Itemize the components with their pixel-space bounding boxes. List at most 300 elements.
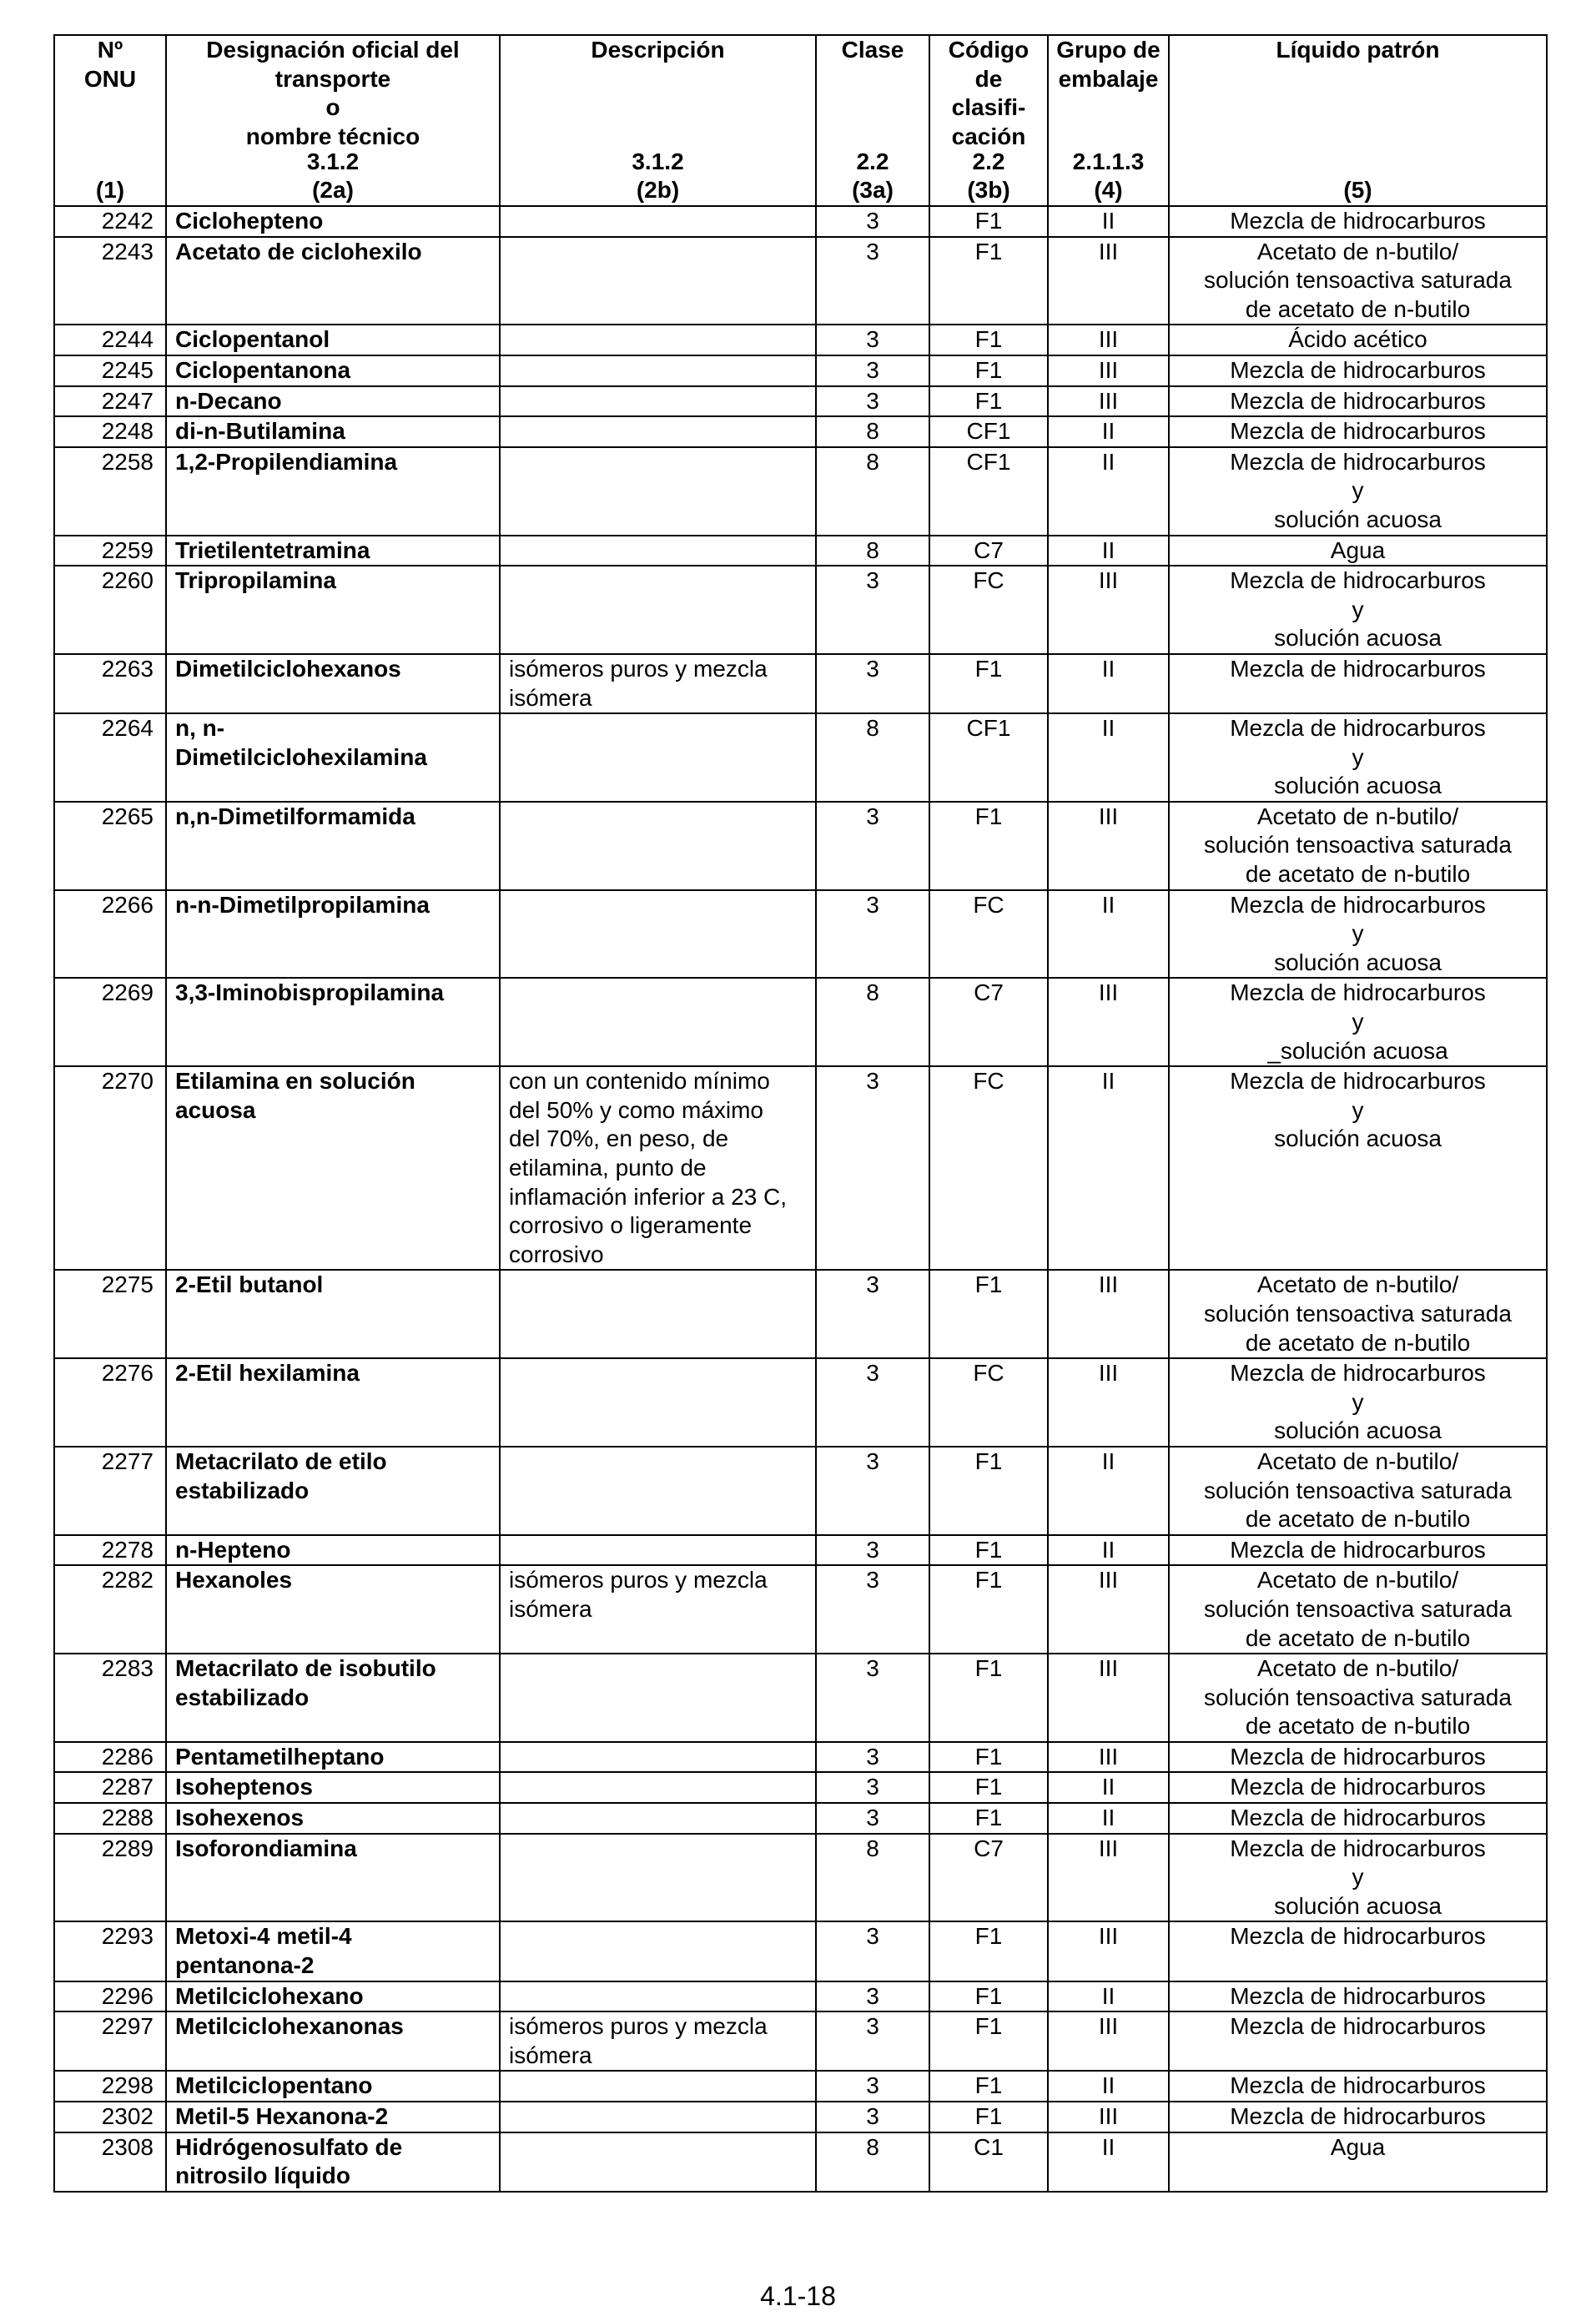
description (500, 1803, 816, 1834)
designation-line: n-n-Dimetilpropilamina (175, 891, 430, 918)
header-reference: 3.1.2 (632, 148, 684, 174)
reference-liquid-line: Mezcla de hidrocarburos (1230, 1982, 1486, 2009)
classification-code: F1 (929, 1565, 1048, 1654)
header-text: o (325, 94, 340, 121)
header-reference-liquid (1169, 35, 1547, 206)
reference-liquid-line: y (1352, 596, 1364, 622)
designation-line: estabilizado (175, 1477, 310, 1503)
packing-group: II (1048, 1066, 1169, 1270)
classification-code: F1 (929, 325, 1048, 355)
designation-line: Etilamina en solución (175, 1068, 415, 1095)
header-text: embalaje (1058, 65, 1159, 92)
description-line: inflamación inferior a 23 C, (509, 1183, 788, 1210)
class: 3 (816, 1921, 929, 1981)
designation-line: n-Hepteno (175, 1536, 291, 1563)
designation (166, 1921, 500, 1981)
designation (166, 1447, 500, 1535)
description (500, 566, 816, 654)
reference-liquid-line: Mezcla de hidrocarburos (1230, 1536, 1486, 1563)
reference-liquid-line: Mezcla de hidrocarburos (1230, 2013, 1486, 2040)
reference-liquid (1169, 2011, 1547, 2071)
description (500, 536, 816, 566)
header-column-number: (2a) (312, 177, 354, 204)
table-header-row (54, 35, 1547, 206)
onu-number: 2245 (54, 355, 166, 386)
reference-liquid (1169, 713, 1547, 802)
designation (166, 386, 500, 417)
packing-group: II (1048, 416, 1169, 447)
description (500, 1742, 816, 1773)
classification-code: FC (929, 566, 1048, 654)
reference-liquid-line: Acetato de n-butilo/ (1256, 1655, 1459, 1682)
table-row (54, 654, 1547, 713)
header-column-number: (3b) (967, 177, 1010, 204)
class: 3 (816, 1654, 929, 1742)
table-row (54, 566, 1547, 654)
reference-liquid-line: Mezcla de hidrocarburos (1230, 448, 1486, 475)
header-reference: 2.2 (856, 148, 889, 174)
designation (166, 1358, 500, 1447)
reference-liquid (1169, 1981, 1547, 2012)
designation-line: Hidrógenosulfato de (175, 2133, 403, 2160)
description (500, 978, 816, 1066)
header-column-number: (1) (95, 177, 125, 204)
reference-liquid-line: solución tensoactiva saturada (1204, 1300, 1512, 1327)
classification-code: F1 (929, 1270, 1048, 1358)
designation-line: Isohexenos (175, 1805, 305, 1831)
designation-line: Metilciclohexanonas (175, 2013, 404, 2040)
table-row (54, 1834, 1547, 1922)
table-row (54, 2071, 1547, 2102)
packing-group: III (1048, 237, 1169, 325)
class: 3 (816, 802, 929, 890)
reference-liquid (1169, 566, 1547, 654)
classification-code: F1 (929, 237, 1048, 325)
reference-liquid (1169, 447, 1547, 536)
designation (166, 1981, 500, 2012)
onu-number: 2275 (54, 1270, 166, 1358)
classification-code: F1 (929, 1447, 1048, 1535)
onu-number: 2302 (54, 2102, 166, 2132)
description (500, 1447, 816, 1535)
classification-code: F1 (929, 2011, 1048, 2071)
reference-liquid-line: y (1352, 1388, 1364, 1415)
reference-liquid (1169, 978, 1547, 1066)
designation (166, 536, 500, 566)
reference-liquid-line: Mezcla de hidrocarburos (1230, 567, 1486, 594)
reference-liquid-line: y (1352, 1096, 1364, 1123)
header-reference: 3.1.2 (306, 148, 360, 174)
description (500, 1358, 816, 1447)
classification-code: F1 (929, 1921, 1048, 1981)
designation (166, 325, 500, 355)
onu-number: 2297 (54, 2011, 166, 2071)
description-line: con un contenido mínimo (509, 1068, 770, 1095)
designation (166, 1565, 500, 1654)
onu-number: 2247 (54, 386, 166, 417)
designation (166, 1535, 500, 1566)
classification-code: F1 (929, 386, 1048, 417)
classification-code: F1 (929, 1772, 1048, 1803)
description (500, 2071, 816, 2102)
table-row (54, 1772, 1547, 1803)
description (500, 2011, 816, 2071)
table-row (54, 1535, 1547, 1566)
reference-liquid-line: de acetato de n-butilo (1245, 1713, 1471, 1740)
description (500, 802, 816, 890)
designation (166, 237, 500, 325)
packing-group: II (1048, 447, 1169, 536)
designation (166, 447, 500, 536)
classification-code: C7 (929, 1834, 1048, 1922)
table-row (54, 1803, 1547, 1834)
reference-liquid-line: Acetato de n-butilo/ (1256, 1448, 1459, 1474)
header-reference: 2.1.1.3 (1072, 148, 1145, 174)
page-number: 4.1-18 (760, 2281, 836, 2311)
reference-liquid-line: Acetato de n-butilo/ (1256, 1567, 1459, 1594)
reference-liquid-line: Mezcla de hidrocarburos (1230, 1923, 1486, 1950)
classification-code: C7 (929, 978, 1048, 1066)
packing-group: II (1048, 206, 1169, 237)
description (500, 1066, 816, 1270)
classification-code: FC (929, 1066, 1048, 1270)
reference-liquid (1169, 802, 1547, 890)
onu-number: 2248 (54, 416, 166, 447)
table-row (54, 355, 1547, 386)
header-text: Descripción (591, 37, 725, 63)
designation (166, 416, 500, 447)
header-column-number: (3a) (852, 177, 894, 204)
dangerous-goods-table (53, 34, 1548, 2193)
reference-liquid (1169, 1654, 1547, 1742)
designation-line: n,n-Dimetilformamida (175, 803, 415, 829)
reference-liquid-line: y (1352, 1009, 1364, 1035)
header-column-number: (5) (1343, 177, 1372, 204)
designation-line: n-Decano (175, 387, 282, 414)
header-classification-code (929, 35, 1048, 206)
reference-liquid (1169, 1066, 1547, 1270)
onu-number: 2289 (54, 1834, 166, 1922)
description (500, 1270, 816, 1358)
packing-group: III (1048, 386, 1169, 417)
designation-line: estabilizado (175, 1684, 310, 1710)
designation (166, 2102, 500, 2132)
reference-liquid-line: y (1352, 1864, 1364, 1891)
table-row (54, 1447, 1547, 1535)
description (500, 1772, 816, 1803)
table-row (54, 1066, 1547, 1270)
packing-group: II (1048, 1447, 1169, 1535)
description-line: del 70%, en peso, de (509, 1125, 729, 1152)
packing-group: II (1048, 890, 1169, 979)
description (500, 2132, 816, 2192)
table-row (54, 447, 1547, 536)
description-line: isómeros puros y mezcla (509, 2013, 768, 2040)
reference-liquid-line: Agua (1330, 2133, 1386, 2160)
reference-liquid (1169, 206, 1547, 237)
reference-liquid-line: solución acuosa (1274, 1417, 1442, 1444)
onu-number: 2286 (54, 1742, 166, 1773)
header-text: transporte (274, 65, 391, 92)
reference-liquid-line: Agua (1330, 536, 1386, 563)
description-line: del 50% y como máximo (509, 1096, 764, 1123)
table-row (54, 978, 1547, 1066)
reference-liquid-line: Mezcla de hidrocarburos (1230, 1835, 1486, 1861)
reference-liquid-line: Mezcla de hidrocarburos (1230, 655, 1486, 682)
table-row (54, 386, 1547, 417)
reference-liquid (1169, 237, 1547, 325)
designation (166, 2071, 500, 2102)
description (500, 1565, 816, 1654)
description-line: isómera (509, 2042, 592, 2068)
class: 3 (816, 1742, 929, 1773)
description (500, 1921, 816, 1981)
onu-number: 2266 (54, 890, 166, 979)
classification-code: F1 (929, 802, 1048, 890)
designation-line: Hexanoles (175, 1567, 293, 1594)
designation-line: 3,3-Iminobispropilamina (175, 979, 445, 1006)
reference-liquid-line: Mezcla de hidrocarburos (1230, 2103, 1486, 2129)
reference-liquid-line: Mezcla de hidrocarburos (1230, 891, 1486, 918)
header-text: Código (948, 37, 1030, 63)
packing-group: II (1048, 654, 1169, 713)
class: 3 (816, 355, 929, 386)
designation-line: acuosa (175, 1096, 256, 1123)
classification-code: F1 (929, 654, 1048, 713)
reference-liquid-line: y (1352, 477, 1364, 504)
reference-liquid-line: solución tensoactiva saturada (1204, 1684, 1512, 1710)
designation-line: 2-Etil hexilamina (175, 1360, 360, 1387)
reference-liquid-line: solución tensoactiva saturada (1204, 1477, 1512, 1503)
description (500, 325, 816, 355)
header-text: cación (951, 123, 1026, 149)
reference-liquid (1169, 1921, 1547, 1981)
packing-group: II (1048, 713, 1169, 802)
designation-line: pentanona-2 (175, 1952, 315, 1979)
reference-liquid (1169, 2132, 1547, 2192)
packing-group: III (1048, 1358, 1169, 1447)
header-text: ONU (83, 65, 137, 92)
class: 8 (816, 447, 929, 536)
description (500, 1981, 816, 2012)
classification-code: F1 (929, 1654, 1048, 1742)
class: 8 (816, 1834, 929, 1922)
classification-code: FC (929, 890, 1048, 979)
table-row (54, 416, 1547, 447)
table-row (54, 1270, 1547, 1358)
designation-line: Metilciclohexano (175, 1982, 364, 2009)
designation-line: 2-Etil butanol (175, 1271, 324, 1298)
reference-liquid (1169, 1803, 1547, 1834)
designation (166, 1834, 500, 1922)
onu-number: 2269 (54, 978, 166, 1066)
designation-line: Metil-5 Hexanona-2 (175, 2103, 389, 2129)
table-row (54, 325, 1547, 355)
description (500, 206, 816, 237)
packing-group: II (1048, 1803, 1169, 1834)
packing-group: II (1048, 1981, 1169, 2012)
reference-liquid-line: solución acuosa (1274, 1125, 1442, 1152)
classification-code: CF1 (929, 447, 1048, 536)
reference-liquid-line: Mezcla de hidrocarburos (1230, 1360, 1486, 1387)
reference-liquid-line: Mezcla de hidrocarburos (1230, 715, 1486, 742)
description (500, 713, 816, 802)
onu-number: 2265 (54, 802, 166, 890)
description (500, 447, 816, 536)
reference-liquid-line: y (1352, 743, 1364, 770)
reference-liquid (1169, 355, 1547, 386)
header-column-number: (4) (1094, 177, 1123, 204)
class: 8 (816, 2132, 929, 2192)
reference-liquid-line: de acetato de n-butilo (1245, 1624, 1471, 1651)
designation-line: n, n- (175, 715, 225, 742)
table-row (54, 206, 1547, 237)
designation-line: Metacrilato de etilo (175, 1448, 387, 1474)
description (500, 416, 816, 447)
reference-liquid-line: solución tensoactiva saturada (1204, 832, 1512, 858)
reference-liquid-line: solución acuosa (1274, 773, 1442, 799)
packing-group: III (1048, 2011, 1169, 2071)
onu-number: 2244 (54, 325, 166, 355)
reference-liquid (1169, 2071, 1547, 2102)
packing-group: III (1048, 1270, 1169, 1358)
class: 3 (816, 1565, 929, 1654)
table-row (54, 237, 1547, 325)
description (500, 890, 816, 979)
description-line: isómera (509, 684, 592, 711)
designation (166, 566, 500, 654)
designation-line: Trietilentetramina (175, 536, 370, 563)
classification-code: F1 (929, 355, 1048, 386)
classification-code: C1 (929, 2132, 1048, 2192)
class: 3 (816, 206, 929, 237)
designation (166, 978, 500, 1066)
reference-liquid-line: solución acuosa (1274, 1892, 1442, 1919)
onu-number: 2264 (54, 713, 166, 802)
designation (166, 890, 500, 979)
onu-number: 2259 (54, 536, 166, 566)
onu-number: 2287 (54, 1772, 166, 1803)
header-designation (166, 35, 500, 206)
packing-group: II (1048, 1535, 1169, 1566)
class: 3 (816, 2071, 929, 2102)
reference-liquid-line: Ácido acético (1288, 326, 1427, 353)
reference-liquid (1169, 1270, 1547, 1358)
classification-code: C7 (929, 536, 1048, 566)
onu-number: 2282 (54, 1565, 166, 1654)
reference-liquid-line: solución acuosa (1274, 949, 1442, 975)
designation (166, 1270, 500, 1358)
designation (166, 1742, 500, 1773)
packing-group: II (1048, 2132, 1169, 2192)
reference-liquid-line: de acetato de n-butilo (1245, 295, 1471, 322)
classification-code: F1 (929, 1981, 1048, 2012)
reference-liquid (1169, 1535, 1547, 1566)
packing-group: III (1048, 1921, 1169, 1981)
reference-liquid-line: solución tensoactiva saturada (1204, 267, 1512, 294)
packing-group: III (1048, 1834, 1169, 1922)
table-row (54, 2132, 1547, 2192)
classification-code: F1 (929, 2102, 1048, 2132)
classification-code: F1 (929, 2071, 1048, 2102)
description (500, 386, 816, 417)
onu-number: 2242 (54, 206, 166, 237)
header-text: clasifi- (951, 94, 1026, 121)
header-text: nombre técnico (245, 123, 420, 149)
reference-liquid-line: solución tensoactiva saturada (1204, 1595, 1512, 1622)
designation-line: Dimetilciclohexanos (175, 655, 401, 682)
designation (166, 2132, 500, 2192)
header-packing-group (1048, 35, 1169, 206)
table-row (54, 1565, 1547, 1654)
designation (166, 1772, 500, 1803)
reference-liquid (1169, 1742, 1547, 1773)
reference-liquid-line: solución acuosa (1274, 625, 1442, 652)
reference-liquid-line: Mezcla de hidrocarburos (1230, 979, 1486, 1006)
reference-liquid-line: _solución acuosa (1267, 1037, 1448, 1064)
onu-number: 2283 (54, 1654, 166, 1742)
reference-liquid (1169, 325, 1547, 355)
description (500, 1834, 816, 1922)
table-row (54, 1358, 1547, 1447)
packing-group: II (1048, 1772, 1169, 1803)
table-row (54, 1921, 1547, 1981)
table-row (54, 536, 1547, 566)
onu-number: 2293 (54, 1921, 166, 1981)
designation-line: Metoxi-4 metil-4 (175, 1923, 352, 1950)
reference-liquid (1169, 1358, 1547, 1447)
packing-group: III (1048, 566, 1169, 654)
description (500, 654, 816, 713)
class: 3 (816, 325, 929, 355)
designation-line: Ciclohepteno (175, 208, 324, 234)
classification-code: F1 (929, 1803, 1048, 1834)
header-description (500, 35, 816, 206)
packing-group: II (1048, 536, 1169, 566)
reference-liquid-line: de acetato de n-butilo (1245, 861, 1471, 888)
designation-line: Isoforondiamina (175, 1835, 357, 1861)
header-text: Designación oficial del (206, 37, 460, 63)
description-line: isómeros puros y mezcla (509, 1567, 768, 1594)
packing-group: III (1048, 355, 1169, 386)
reference-liquid-line: de acetato de n-butilo (1245, 1329, 1471, 1356)
designation (166, 1803, 500, 1834)
designation (166, 713, 500, 802)
designation-line: Pentametilheptano (175, 1743, 385, 1770)
class: 3 (816, 1066, 929, 1270)
classification-code: FC (929, 1358, 1048, 1447)
class: 3 (816, 386, 929, 417)
table-row (54, 1981, 1547, 2012)
onu-number: 2298 (54, 2071, 166, 2102)
reference-liquid-line: Acetato de n-butilo/ (1256, 1271, 1459, 1298)
onu-number: 2277 (54, 1447, 166, 1535)
table-row (54, 890, 1547, 979)
packing-group: II (1048, 2071, 1169, 2102)
reference-liquid (1169, 1447, 1547, 1535)
designation-line: Ciclopentanona (175, 356, 351, 383)
packing-group: III (1048, 978, 1169, 1066)
class: 8 (816, 536, 929, 566)
designation (166, 802, 500, 890)
reference-liquid-line: Mezcla de hidrocarburos (1230, 208, 1486, 234)
header-class (816, 35, 929, 206)
reference-liquid (1169, 386, 1547, 417)
reference-liquid-line: Mezcla de hidrocarburos (1230, 2072, 1486, 2099)
packing-group: III (1048, 325, 1169, 355)
designation (166, 1654, 500, 1742)
description-line: etilamina, punto de (509, 1155, 707, 1181)
